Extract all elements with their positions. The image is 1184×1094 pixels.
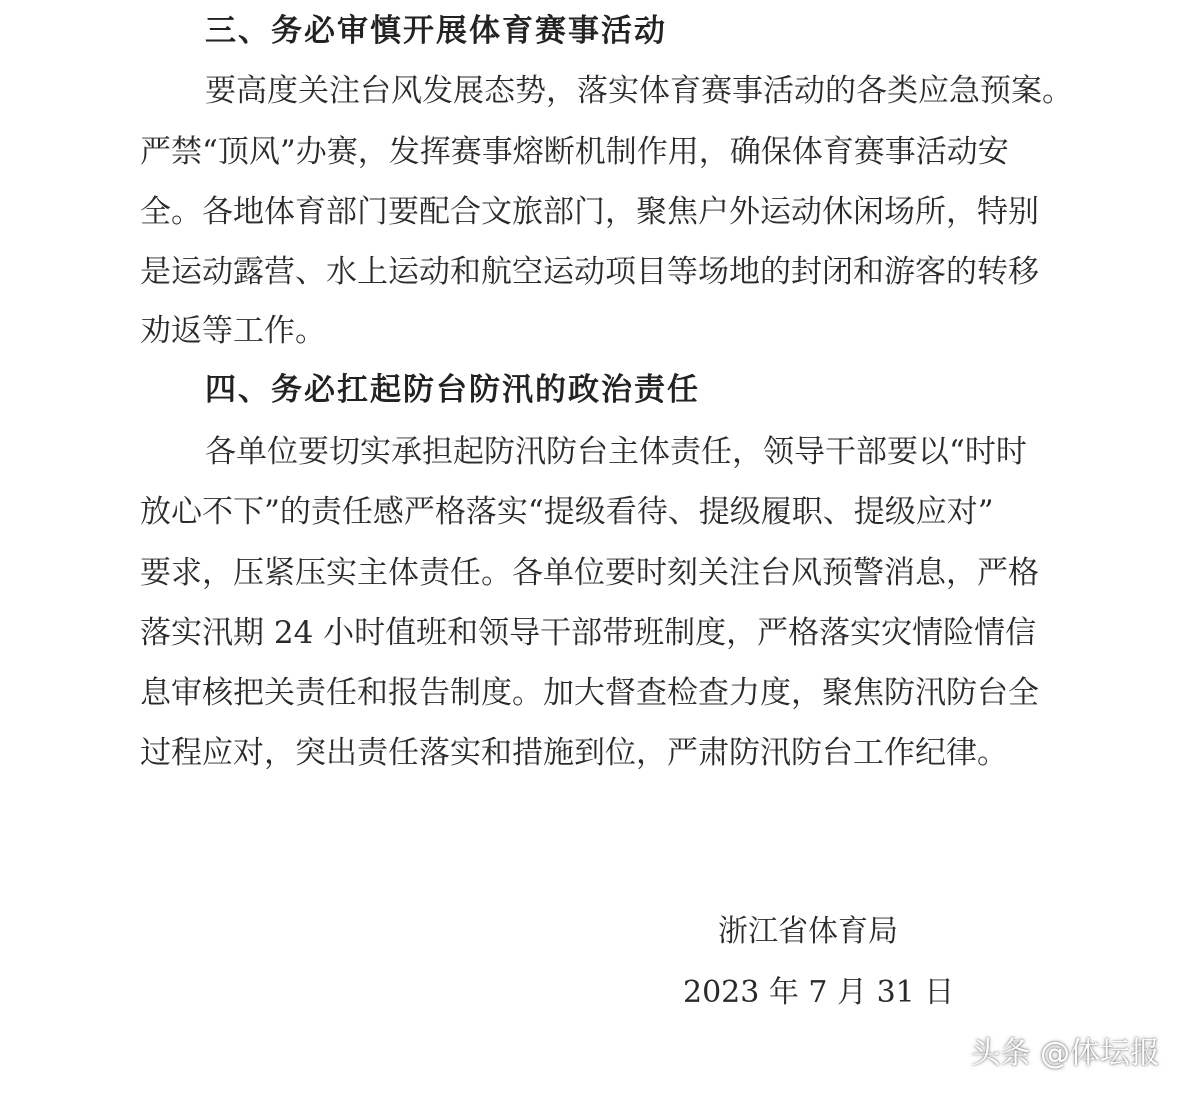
paragraph-line: 息审核把关责任和报告制度。加大督查检查力度，聚焦防汛防台全 — [140, 675, 1039, 711]
paragraph-line: 放心不下”的责任感严格落实“提级看待、提级履职、提级应对” — [140, 494, 994, 530]
paragraph-line: 落实汛期 24 小时值班和领导干部带班制度，严格落实灾情险情信 — [140, 615, 1037, 651]
paragraph-line: 全。各地体育部门要配合文旅部门，聚焦户外运动休闲场所，特别 — [140, 194, 1039, 230]
paragraph-line: 要高度关注台风发展态势，落实体育赛事活动的各类应急预案。 — [205, 73, 1073, 109]
paragraph-line: 要求，压紧压实主体责任。各单位要时刻关注台风预警消息，严格 — [140, 555, 1039, 591]
signature-org: 浙江省体育局 — [718, 914, 898, 949]
section-heading-4: 四、务必扛起防台防汛的政治责任 — [205, 372, 700, 408]
paragraph-line: 各单位要切实承担起防汛防台主体责任，领导干部要以“时时 — [205, 434, 1027, 470]
signature-date: 2023 年 7 月 31 日 — [683, 975, 955, 1010]
watermark-text: 头条 @体坛报 — [970, 1036, 1160, 1071]
paragraph-line: 劝返等工作。 — [140, 313, 326, 349]
section-heading-3: 三、务必审慎开展体育赛事活动 — [205, 13, 667, 49]
paragraph-line: 是运动露营、水上运动和航空运动项目等场地的封闭和游客的转移 — [140, 254, 1039, 290]
paragraph-line: 过程应对，突出责任落实和措施到位，严肃防汛防台工作纪律。 — [140, 735, 1008, 771]
paragraph-line: 严禁“顶风”办赛，发挥赛事熔断机制作用，确保体育赛事活动安 — [140, 134, 1009, 170]
